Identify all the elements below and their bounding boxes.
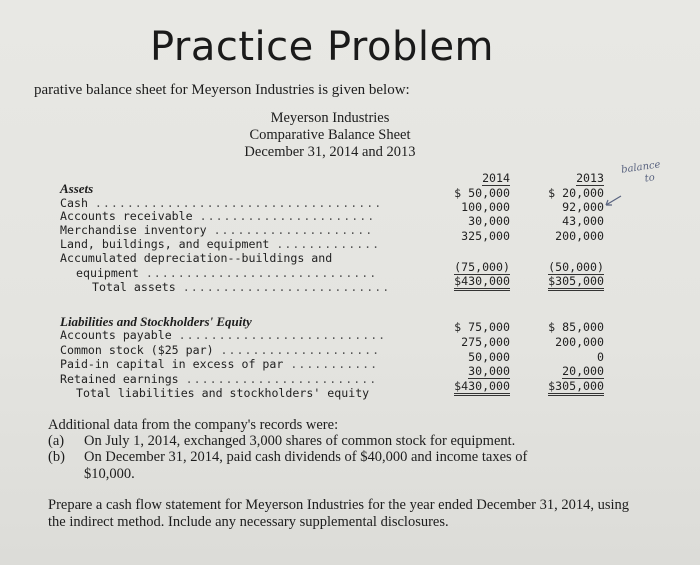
page-title: Practice Problem — [150, 24, 495, 70]
common-stock-2014: 275,000 — [461, 335, 510, 349]
inventory-label: Merchandise inventory .................... — [60, 223, 374, 237]
land-2014: 325,000 — [461, 229, 510, 243]
total-assets-label: Total assets .......................... — [92, 280, 391, 294]
column-2013: 2013 — [576, 171, 604, 185]
company-name: Meyerson Industries — [270, 110, 390, 126]
total-liabilities-2014: $430,000 — [430, 379, 510, 393]
total-assets-2013: $305,000 — [530, 274, 604, 288]
receivable-2013: 92,000 — [562, 200, 604, 214]
depreciation-label-line1: Accumulated depreciation--buildings and — [60, 251, 333, 265]
column-2014: 2014 — [482, 171, 510, 185]
land-label: Land, buildings, and equipment ............. — [60, 237, 381, 251]
instruction-line1: Prepare a cash flow statement for Meyerson Industries for the year ended December 31, 2014, using — [48, 497, 630, 513]
statement-date: December 31, 2014 and 2013 — [244, 144, 416, 160]
receivable-label: Accounts receivable ...................... — [60, 209, 376, 223]
intro-text: parative balance sheet for Meyerson Industries is given below: — [34, 82, 410, 98]
inventory-2013: 43,000 — [562, 214, 604, 228]
instruction-line2: the indirect method. Include any necessary supplemental disclosures. — [48, 514, 449, 530]
liabilities-heading: Liabilities and Stockholders' Equity — [60, 314, 252, 329]
paid-in-capital-label: Paid-in capital in excess of par ........... — [60, 357, 379, 371]
common-stock-label: Common stock ($25 par) .................... — [60, 343, 381, 357]
assets-heading: Assets — [60, 181, 94, 196]
total-liabilities-label: Total liabilities and stockholders' equity — [76, 386, 370, 400]
handwritten-note: balance to — [620, 159, 662, 185]
land-2013: 200,000 — [555, 229, 604, 243]
cash-label: Cash .................................... — [60, 196, 383, 210]
additional-heading: Additional data from the company's records were: — [48, 417, 339, 433]
handwritten-arrow-icon — [604, 195, 622, 207]
item-a-text: On July 1, 2014, exchanged 3,000 shares of common stock for equipment. — [84, 433, 516, 449]
retained-earnings-2013: 20,000 — [562, 364, 604, 378]
total-assets-2014: $430,000 — [430, 274, 510, 288]
paid-in-capital-2014: 50,000 — [468, 350, 510, 364]
depreciation-label-line2: equipment ............................. — [76, 266, 378, 280]
total-liabilities-2013: $305,000 — [530, 379, 604, 393]
statement-name: Comparative Balance Sheet — [249, 127, 411, 143]
item-b-text-line2: $10,000. — [84, 466, 135, 482]
item-b-marker: (b) — [48, 449, 65, 465]
cash-2013: $ 20,000 — [548, 186, 604, 200]
retained-earnings-label: Retained earnings ........................ — [60, 372, 378, 386]
depreciation-2013: (50,000) — [548, 260, 604, 274]
item-b-text-line1: On December 31, 2014, paid cash dividends of $40,000 and income taxes of — [84, 449, 528, 465]
payable-label: Accounts payable .......................... — [60, 328, 387, 342]
depreciation-2014: (75,000) — [454, 260, 510, 274]
retained-earnings-2014: 30,000 — [468, 364, 510, 378]
paid-in-capital-2013: 0 — [597, 350, 604, 364]
payable-2014: $ 75,000 — [454, 320, 510, 334]
cash-2014: $ 50,000 — [454, 186, 510, 200]
inventory-2014: 30,000 — [468, 214, 510, 228]
item-a-marker: (a) — [48, 433, 65, 449]
payable-2013: $ 85,000 — [548, 320, 604, 334]
receivable-2014: 100,000 — [461, 200, 510, 214]
common-stock-2013: 200,000 — [555, 335, 604, 349]
